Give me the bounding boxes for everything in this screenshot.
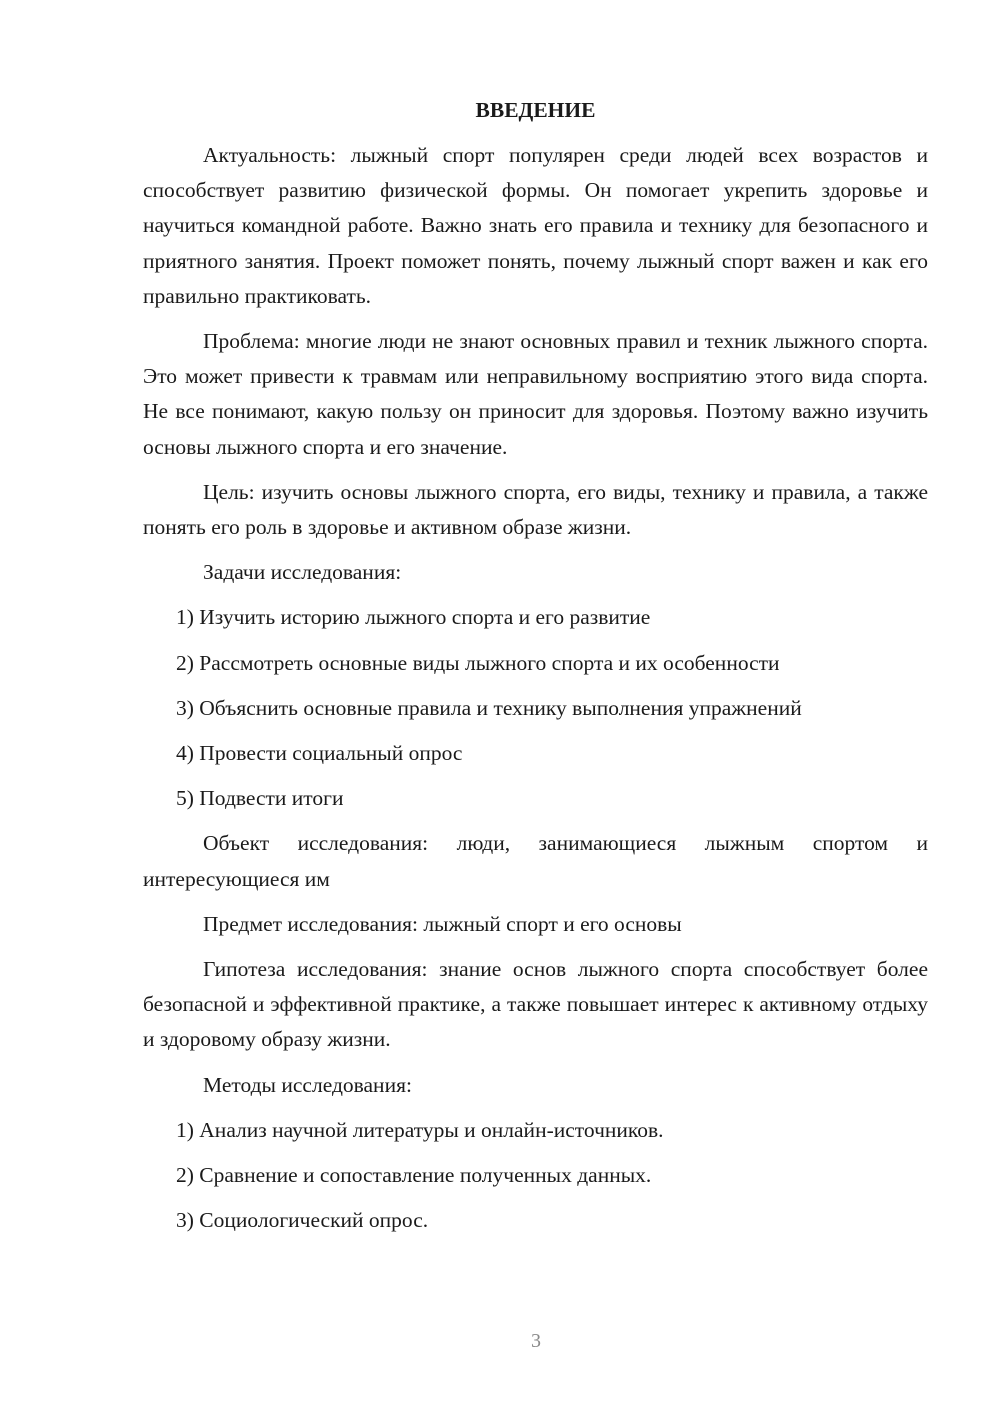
page-content xyxy=(143,93,928,1248)
task-list-item: 1) Изучить историю лыжного спорта и его развитие xyxy=(176,605,651,630)
task-list-item: 2) Рассмотреть основные виды лыжного спорта и их особенности xyxy=(176,650,780,675)
method-list-item: 3) Социологический опрос. xyxy=(176,1208,429,1233)
method-list-item: 1) Анализ научной литературы и онлайн-источников. xyxy=(176,1117,664,1142)
paragraph-subject: Предмет исследования: лыжный спорт и его основы xyxy=(203,911,682,936)
tasks-title: Задачи исследования: xyxy=(203,560,402,585)
methods-title: Методы исследования: xyxy=(203,1072,412,1097)
paragraph-hypothesis: Гипотеза исследования: знание основ лыжного спорта способствует более безопасной и эффективной практике, а также повышает интерес к активному отдыху и здоровому образу жизни. xyxy=(143,957,928,1052)
section-heading: ВВЕДЕНИЕ xyxy=(475,98,596,122)
paragraph-goal: Цель: изучить основы лыжного спорта, его виды, технику и правила, а также понять его роль в здоровье и активном образе жизни. xyxy=(143,479,928,540)
paragraph-problem: Проблема: многие люди не знают основных правил и техник лыжного спорта. Это может привести к травмам или неправильному восприятию этого вида спорта. Не все понимают, какую пользу он приносит для здоровья. Поэтому важно изучить основы лыжного спорта и его значение. xyxy=(143,329,928,459)
page-number: 3 xyxy=(531,1330,541,1352)
task-list-item: 4) Провести социальный опрос xyxy=(176,741,463,766)
task-list-item: 3) Объяснить основные правила и технику выполнения упражнений xyxy=(176,695,802,720)
paragraph-object: Объект исследования: люди, занимающиеся лыжным спортом и интересующиеся им xyxy=(143,831,928,891)
task-list-item: 5) Подвести итоги xyxy=(176,786,344,811)
paragraph-relevance: Актуальность: лыжный спорт популярен среди людей всех возрастов и способствует развитию физической формы. Он помогает укрепить здоровье и научиться командной работе. Важно знать его правила и технику для безопасного и приятного занятия. Проект поможет понять, почему лыжный спорт важен и как его правильно практиковать. xyxy=(143,143,928,308)
method-list-item: 2) Сравнение и сопоставление полученных данных. xyxy=(176,1163,652,1188)
